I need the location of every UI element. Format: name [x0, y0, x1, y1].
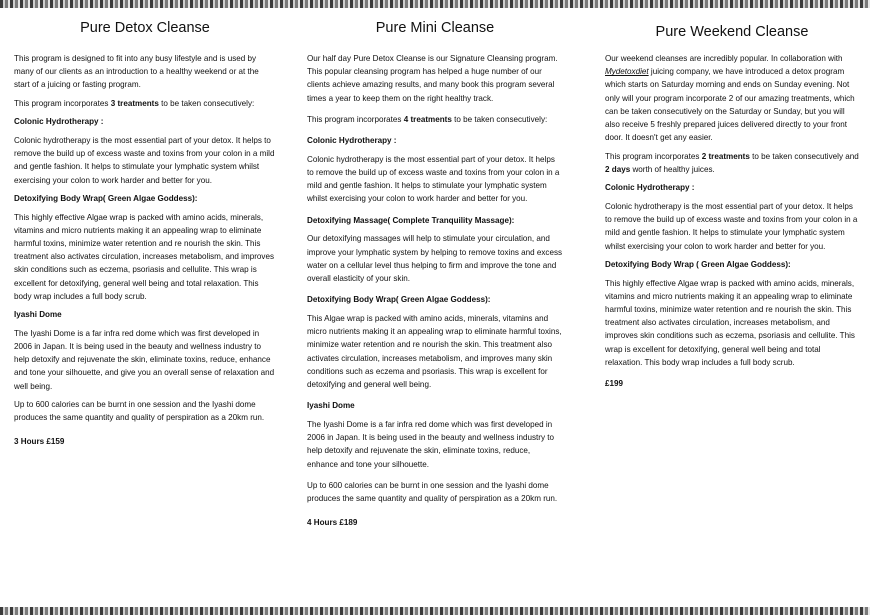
weekend-price: £199: [605, 378, 624, 388]
mini-colonic-text: Colonic hydrotherapy is the most essential part of your detox. It helps to remove the build up of excess waste and toxins from your colon in a mild and gentle fashion. It helps to stimulate your lymphatic system whilst exercising your colon to work harder and better for you.: [307, 154, 560, 204]
mini-wrap-text: This Algae wrap is packed with amino acids, minerals, vitamins and micro nutrients making it an appealing wrap to eliminate harmful toxins, minimize water retention and re nourish the skin. This treatment also activates circulation, increases metabolism, and improves many skin conditions such as eczema and psoriasis. This wrap is excellent for detoxifying and general well being.: [307, 314, 562, 390]
detox-colonic-heading: Colonic Hydrotherapy :: [14, 117, 104, 127]
weekend-colonic-heading: Colonic Hydrotherapy :: [605, 183, 695, 193]
mini-intro: Our half day Pure Detox Cleanse is our Signature Cleansing program. This popular cleansing program has helped a huge number of our clients achieve amazing results, and many book this program several times a year to keep them on the right healthy track.: [307, 54, 558, 103]
detox-dome-heading: Iyashi Dome: [14, 310, 62, 320]
detox-dome-text: The Iyashi Dome is a far infra red dome which was first developed in 2006 in Japan. It is being used in the beauty and wellness industry to help detoxify and rejuvenate the skin, eliminate toxins, reduce, enhance and tone your silhouette, and give you an overall sense of relaxation and well being.: [14, 328, 275, 391]
mini-dome-text: The Iyashi Dome is a far infra red dome which was first developed in 2006 in Japan. It is being used in the beauty and wellness industry to help detoxify and rejuvenate the skin, eliminate toxins, reduce, enhance and tone your silhouette.: [307, 420, 555, 469]
mini-massage-heading: Detoxifying Massage( Complete Tranquility Massage):: [307, 215, 515, 225]
detox-wrap-text: This highly effective Algae wrap is packed with amino acids, minerals, vitamins and micro nutrients making it an appealing wrap to eliminate harmful toxins, minimize water retention and re nourish the skin. This treatment also activates circulation, increases metabolism, and improves skin conditions such as eczema, psoriasis and cellulite. This wrap is excellent for detoxifying, general well being and total relaxation. This body wrap includes a full body scrub.: [14, 212, 275, 301]
mini-massage-text: Our detoxifying massages will help to stimulate your circulation, and improve your lymphatic system by helping to remove toxins and excess water on a cellular level thus helping to firm and improve the tone and overall elasticity of your skin.: [307, 234, 563, 284]
detox-incorporates: This program incorporates 3 treatments to be taken consecutively:: [14, 98, 255, 108]
detox-intro: This program is designed to fit into any busy lifestyle and is used by many of our clients as an introduction to a healthy weekend or at the start of a juicing or fasting program.: [14, 54, 259, 90]
mini-wrap-heading: Detoxifying Body Wrap( Green Algae Goddess):: [307, 295, 491, 305]
weekend-incorporates: This program incorporates 2 treatments to be taken consecutively and 2 days worth of healthy juices.: [605, 151, 859, 174]
weekend-wrap-text: This highly effective Algae wrap is packed with amino acids, minerals, vitamins and micro nutrients making it an appealing wrap to eliminate harmful toxins, minimize water retention and re nourish the skin. This treatment also activates circulation, increases metabolism, and improves skin conditions such as eczema, psoriasis and cellulite. This wrap is excellent for detoxifying, general well being and total relaxation. This body wrap includes a full body scrub.: [605, 278, 855, 367]
mini-title: Pure Mini Cleanse: [375, 20, 495, 36]
detox-wrap-heading: Detoxifying Body Wrap( Green Algae Goddess):: [14, 194, 198, 204]
mini-cleanse-column: [307, 20, 563, 535]
mydetoxdiet-link[interactable]: Mydetoxdiet: [605, 67, 649, 77]
weekend-colonic-text: Colonic hydrotherapy is the most essential part of your detox. It helps to remove the build up of excess waste and toxins from your colon in a mild and gentle fashion. It helps to stimulate your lymphatic system whilst exercising your colon to work harder and better for you.: [605, 201, 858, 251]
weekend-wrap-heading: Detoxifying Body Wrap ( Green Algae Goddess):: [605, 260, 791, 270]
mini-price: 4 Hours £189: [307, 518, 358, 528]
mini-colonic-heading: Colonic Hydrotherapy :: [307, 136, 397, 146]
detox-cleanse-column: [14, 20, 276, 454]
top-border-stripe: [0, 0, 870, 8]
mini-dome-heading: Iyashi Dome: [307, 401, 355, 411]
weekend-intro: Our weekend cleanses are incredibly popular. In collaboration with Mydetoxdiet juicing company, we have introduced a detox program which starts on Saturday morning and ends on Sunday evening. Not only will your program incorporate 2 of our amazing treatments, which can be taken consecutively on the Saturday or Sunday, but you will also receive 5 freshly prepared juices delivered directly to your front door. It doesn't get any easier.: [605, 54, 855, 143]
weekend-cleanse-column: [605, 24, 859, 395]
mini-incorporates: This program incorporates 4 treatments to be taken consecutively:: [307, 114, 548, 124]
detox-title: Pure Detox Cleanse: [80, 20, 210, 36]
detox-price: 3 Hours £159: [14, 437, 65, 447]
weekend-title: Pure Weekend Cleanse: [655, 24, 809, 40]
detox-calories-text: Up to 600 calories can be burnt in one session and the Iyashi dome produces the same quantity and quality of perspiration as a 20km run.: [14, 400, 265, 423]
bottom-border-stripe: [0, 607, 870, 615]
detox-colonic-text: Colonic hydrotherapy is the most essential part of your detox. It helps to remove the build up of excess waste and toxins from your colon in a mild and gentle fashion. It helps to stimulate your lymphatic system whilst exercising your colon to work harder and better for you.: [14, 135, 275, 185]
mini-calories-text: Up to 600 calories can be burnt in one session and the Iyashi dome produces the same quantity and quality of perspiration as a 20km run.: [307, 480, 558, 504]
